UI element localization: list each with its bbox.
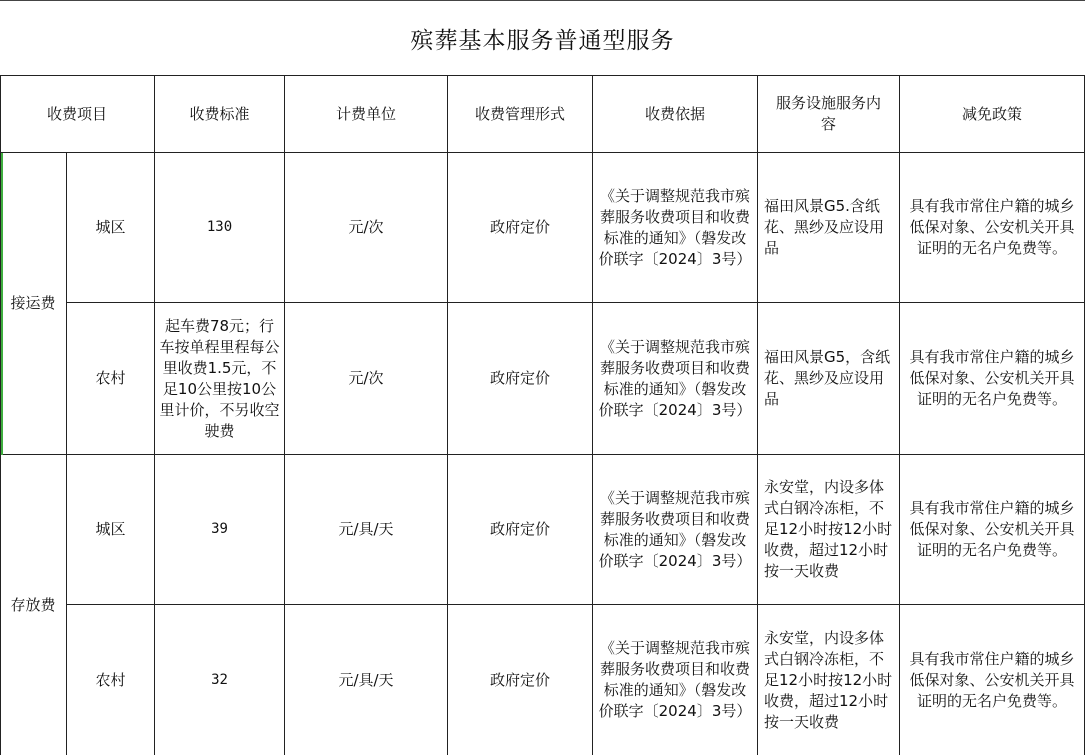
row-relief[interactable]: 具有我市常住户籍的城乡低保对象、公安机关开具证明的无名户免费等。 [900, 605, 1085, 755]
row-unit[interactable]: 元/具/天 [285, 455, 448, 605]
row-relief[interactable]: 具有我市常住户籍的城乡低保对象、公安机关开具证明的无名户免费等。 [900, 303, 1085, 455]
row-standard[interactable]: 起车费78元；行车按单程里程每公里收费1.5元，不足10公里按10公里计价，不另收空驶费 [155, 303, 285, 455]
row-relief[interactable]: 具有我市常住户籍的城乡低保对象、公安机关开具证明的无名户免费等。 [900, 455, 1085, 605]
group-name-transport[interactable]: 接运费 [0, 153, 67, 455]
row-basis[interactable]: 《关于调整规范我市殡葬服务收费项目和收费标准的通知》（磐发改价联字〔2024〕3号） [593, 153, 758, 303]
row-area[interactable]: 城区 [67, 455, 155, 605]
header-facility-content[interactable]: 服务设施服务内容 [758, 76, 900, 153]
row-unit[interactable]: 元/次 [285, 153, 448, 303]
row-area[interactable]: 农村 [67, 303, 155, 455]
header-management-form[interactable]: 收费管理形式 [448, 76, 593, 153]
row-facility[interactable]: 福田风景G5.含纸花、黑纱及应设用品 [758, 153, 900, 303]
selection-indicator [1, 153, 3, 455]
header-relief-policy[interactable]: 减免政策 [900, 76, 1085, 153]
row-unit[interactable]: 元/次 [285, 303, 448, 455]
row-basis[interactable]: 《关于调整规范我市殡葬服务收费项目和收费标准的通知》（磐发改价联字〔2024〕3号） [593, 303, 758, 455]
row-unit[interactable]: 元/具/天 [285, 605, 448, 755]
row-standard[interactable]: 130 [155, 153, 285, 303]
header-fee-item[interactable]: 收费项目 [0, 76, 155, 153]
row-management[interactable]: 政府定价 [448, 303, 593, 455]
row-area[interactable]: 农村 [67, 605, 155, 755]
group-name-storage[interactable]: 存放费 [0, 455, 67, 755]
row-management[interactable]: 政府定价 [448, 455, 593, 605]
row-area[interactable]: 城区 [67, 153, 155, 303]
header-billing-unit[interactable]: 计费单位 [285, 76, 448, 153]
row-facility[interactable]: 永安堂，内设多体式白钢冷冻柜，不足12小时按12小时收费，超过12小时按一天收费 [758, 455, 900, 605]
row-basis[interactable]: 《关于调整规范我市殡葬服务收费项目和收费标准的通知》（磐发改价联字〔2024〕3号） [593, 455, 758, 605]
row-standard[interactable]: 32 [155, 605, 285, 755]
row-relief[interactable]: 具有我市常住户籍的城乡低保对象、公安机关开具证明的无名户免费等。 [900, 153, 1085, 303]
row-management[interactable]: 政府定价 [448, 153, 593, 303]
row-standard[interactable]: 39 [155, 455, 285, 605]
row-basis[interactable]: 《关于调整规范我市殡葬服务收费项目和收费标准的通知》（磐发改价联字〔2024〕3号） [593, 605, 758, 755]
row-facility[interactable]: 永安堂，内设多体式白钢冷冻柜，不足12小时按12小时收费，超过12小时按一天收费 [758, 605, 900, 755]
table-title[interactable]: 殡葬基本服务普通型服务 [0, 0, 1085, 76]
header-fee-standard[interactable]: 收费标准 [155, 76, 285, 153]
row-management[interactable]: 政府定价 [448, 605, 593, 755]
header-fee-basis[interactable]: 收费依据 [593, 76, 758, 153]
row-facility[interactable]: 福田风景G5，含纸花、黑纱及应设用品 [758, 303, 900, 455]
